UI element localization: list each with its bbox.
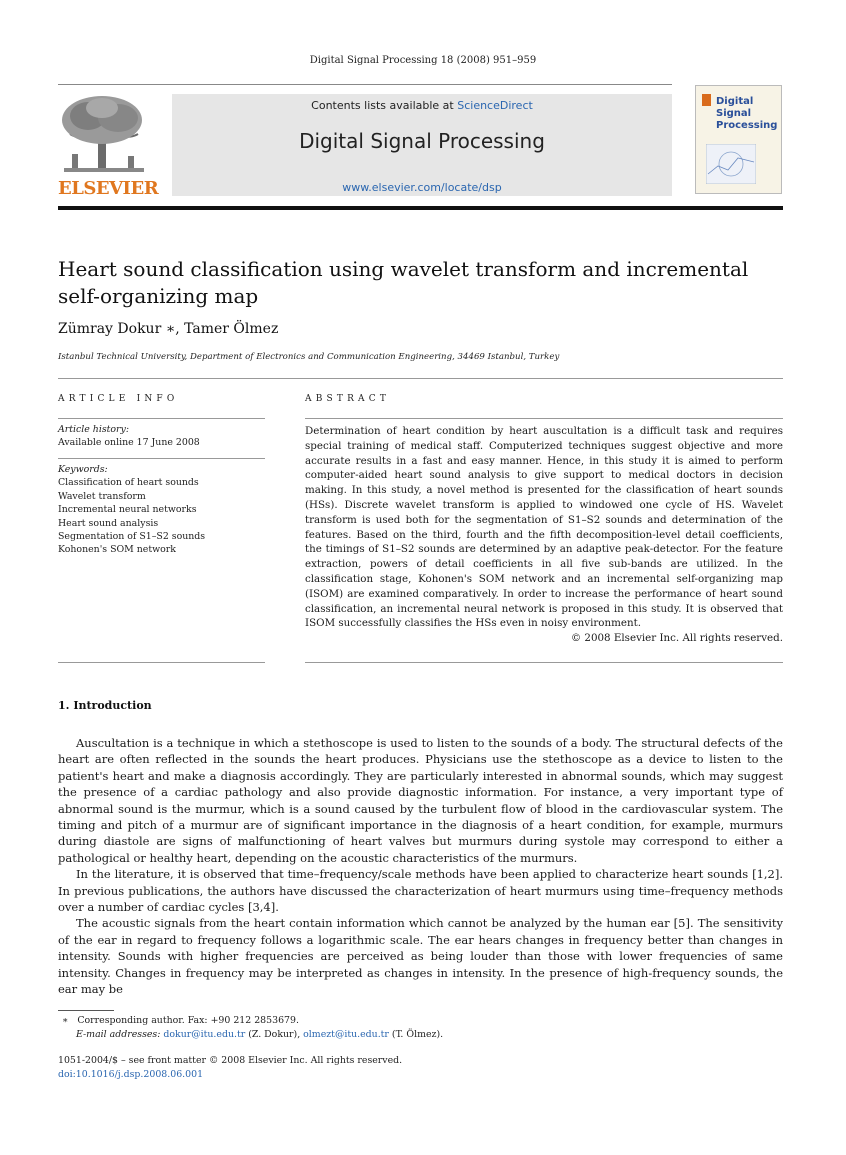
body-paragraph: In the literature, it is observed that time–frequency/scale methods have been applied to characterize heart sounds [1,2]. In previous publications, the authors have discussed the characterization of heart murmurs using time–frequency methods over a number of cardiac cycles [3,4]. <box>58 867 783 915</box>
header-divider <box>58 84 672 85</box>
keyword-item: Kohonen's SOM network <box>58 544 176 556</box>
keyword-item: Segmentation of S1–S2 sounds <box>58 531 206 543</box>
cover-graphic-icon <box>706 144 756 184</box>
journal-url-link[interactable]: www.elsevier.com/locate/dsp <box>342 181 502 194</box>
keyword-item: Classification of heart sounds <box>58 477 199 489</box>
journal-banner <box>172 94 672 196</box>
elsevier-wordmark: ELSEVIER <box>58 178 159 199</box>
keywords-block <box>58 463 268 557</box>
banner-bottom-rule <box>58 206 783 210</box>
corresponding-text: Corresponding author. Fax: +90 212 2853679. <box>77 1015 299 1026</box>
footnote-marker: ∗ <box>62 1015 69 1026</box>
elsevier-tree-icon <box>58 94 150 176</box>
footnote-emails <box>76 1028 776 1042</box>
article-info-heading: ARTICLE INFO <box>58 394 179 404</box>
body-paragraph: Auscultation is a technique in which a stethoscope is used to listen to the sounds of a body. The structural defects of the heart are often reflected in the sounds the heart produces. Physicians use the stethoscope as a device to listen to the patient's heart and make a diagnosis accordingly. They are particularly interested in abnormal sounds, which may suggest the presence of a cardiac pathology and also provide diagnostic information. For instance, a very important type of abnormal sound is the murmur, which is a sound caused by the turbulent flow of blood in the cardiovascular system. The timing and pitch of a murmur are of significant importance in the diagnosis of a heart condition, for example, murmurs during diastole are signs of malfunctioning of heart valves but murmurs during systole may correspond to either a pathological or healthy heart, depending on the acoustic characteristics of the murmurs. <box>58 736 783 865</box>
cover-title <box>716 96 777 132</box>
contents-prefix: Contents lists available at <box>311 99 454 112</box>
article-info-divider <box>58 418 265 419</box>
journal-cover <box>695 85 782 194</box>
article-title: Heart sound classification using wavelet transform and incremental self-organizing map <box>58 257 749 308</box>
email-label: E-mail addresses: <box>76 1029 161 1040</box>
issn-line: 1051-2004/$ – see front matter © 2008 Elsevier Inc. All rights reserved. <box>58 1055 403 1066</box>
body-paragraph: The acoustic signals from the heart contain information which cannot be analyzed by the human ear [5]. The sensitivity of the ear in regard to frequency follows a logarithmic scale. The ear hears changes in frequency better than changes in intensity. Sounds with higher frequencies are perceived as being louder than those with lower frequencies of same intensity. Changes in frequency may be interpreted as changes in intensity. In the presence of high-frequency sounds, the ear may be <box>58 916 783 997</box>
keyword-item: Wavelet transform <box>58 490 146 502</box>
keyword-item: Incremental neural networks <box>58 504 197 516</box>
history-value: Available online 17 June 2008 <box>58 437 200 449</box>
cover-title-line: Digital <box>716 96 754 107</box>
article-authors: Zümray Dokur ∗, Tamer Ölmez <box>58 321 279 337</box>
footnote-rule <box>58 1010 114 1011</box>
article-history <box>58 423 268 450</box>
journal-title: Digital Signal Processing <box>299 129 545 153</box>
keywords-divider <box>58 458 265 459</box>
abstract-heading: ABSTRACT <box>305 394 391 404</box>
email-owner: (T. Ölmez). <box>391 1029 444 1040</box>
abstract-block <box>305 424 783 646</box>
abstract-text: Determination of heart condition by heart auscultation is a difficult task and requires special training of medical staff. Computerized techniques suggest objective and more accurate results in a fast and easy manner. Hence, in this study it is aimed to perform computer-aided heart sound analysis to give support to medical doctors in decision making. In this study, a novel method is presented for the classification of heart sounds (HSs). Discrete wavelet transform is applied to windowed one cycle of HS. Wavelet transform is used both for the segmentation of S1–S2 sounds and determination of the features. Based on the third, fourth and the fifth decomposition-level detail coefficients, the timings of S1–S2 sounds are determined by an adaptive peak-detector. For the feature extraction, powers of detail coefficients in all five sub-bands are utilized. In the classification stage, Kohonen's SOM network and an incremental self-organizing map (ISOM) are examined comparatively. In order to increase the performance of heart sound classification, an incremental neural network is proposed in this study. It is observed that ISOM successfully classifies the HSs even in noisy environment. <box>305 425 783 630</box>
abstract-bottom-rule <box>305 662 783 663</box>
abstract-divider <box>305 418 783 419</box>
article-info-bottom-rule <box>58 662 265 663</box>
contents-line <box>172 99 672 112</box>
email-owner: (Z. Dokur), <box>248 1029 301 1040</box>
section-body <box>58 735 783 998</box>
cover-title-line: Processing <box>716 120 778 131</box>
keywords-label: Keywords: <box>58 464 108 475</box>
author-affiliation: Istanbul Technical University, Department of Electronics and Communication Engineering, 34469 Istanbul, Turkey <box>58 352 560 362</box>
abstract-copyright: © 2008 Elsevier Inc. All rights reserved. <box>570 632 783 645</box>
keyword-item: Heart sound analysis <box>58 517 159 529</box>
footnote-corresponding <box>62 1014 762 1028</box>
sciencedirect-link[interactable]: ScienceDirect <box>457 99 533 112</box>
email-link[interactable]: dokur@itu.edu.tr <box>163 1029 246 1040</box>
email-link[interactable]: olmezt@itu.edu.tr <box>303 1029 389 1040</box>
elsevier-logo <box>58 94 159 199</box>
history-label: Article history: <box>58 424 129 435</box>
section-heading: 1. Introduction <box>58 699 152 712</box>
running-head: Digital Signal Processing 18 (2008) 951–959 <box>309 55 537 66</box>
cover-title-line: Signal <box>716 108 752 119</box>
doi-link[interactable]: doi:10.1016/j.dsp.2008.06.001 <box>58 1069 204 1080</box>
affiliation-divider <box>58 378 783 379</box>
cover-elsevier-mark <box>702 94 711 106</box>
